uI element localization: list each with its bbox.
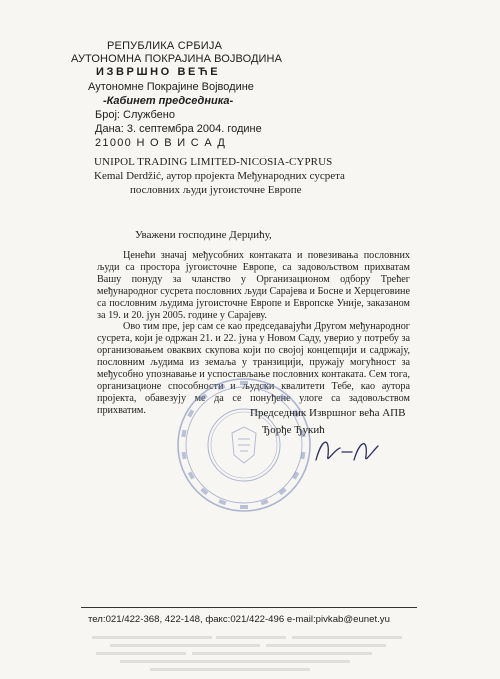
recipient-name: Kemal Derdžić, аутор пројекта Међународних сусрета bbox=[94, 170, 345, 182]
letterhead-province: АУТОНОМНА ПОКРАЈИНА ВОЈВОДИНА bbox=[71, 53, 283, 65]
letterhead-cabinet: -Кабинет председника- bbox=[103, 95, 234, 107]
recipient-project: пословних људи југоисточне Европе bbox=[130, 184, 302, 196]
paragraph: Ово тим пре, јер сам се као председавајући Другом међународног сусрета, који је одржан 21. и 22. јуна у Новом Саду, уверио у потребу за организовањем оваквих скупова који по својој концепцији и садржају, пословним људима из земаља у транзицији, пружају могућност за међусобно упознавање и успостављање пословних контаката. Сем тога, организационе способности и људски квалитети Тебе, као аутора пројекта, обавезују ме да се понуђене улоге са задовољством прихватим. bbox=[97, 321, 410, 416]
letterhead-date: Дана: 3. септембра 2004. године bbox=[95, 123, 262, 135]
salutation: Уважени господине Дерџићу, bbox=[135, 229, 272, 241]
handwritten-signature bbox=[312, 430, 382, 470]
letterhead-council: ИЗВРШНО ВЕЋЕ bbox=[96, 66, 221, 78]
letterhead-republic: РЕПУБЛИКА СРБИЈА bbox=[107, 40, 223, 52]
footer-divider bbox=[81, 607, 417, 608]
letterhead-province-name: Аутономне Покрајине Војводине bbox=[88, 81, 254, 93]
scan-bleed-through bbox=[0, 632, 500, 679]
recipient-company: UNIPOL TRADING LIMITED-NICOSIA-CYPRUS bbox=[94, 156, 333, 168]
signatory-name: Ђорђе Ђукић bbox=[262, 424, 325, 436]
signatory-title: Председник Извршног већа АПВ bbox=[250, 407, 406, 419]
paragraph: Ценећи значај међусобних контаката и повезивања пословних људи са простора југоисточне Европе, са задовољством прихватам Вашу понуду за чланство у Организационом одбору Трећег међународног сусрета пословних људи Сарајева и Босне и Херцеговине са пословним људима југоисточне Европе и Европске Уније, заказаном за 19. и 20. јун 2005. године у Сарајеву. bbox=[97, 250, 410, 321]
footer-contact: тел:021/422-368, 422-148, факс:021/422-496 e-mail:pivkab@eunet.yu bbox=[88, 614, 390, 625]
stamp-emblem bbox=[232, 427, 256, 463]
letterhead-city: 21000 Н О В И С А Д bbox=[95, 137, 227, 149]
recipient-block bbox=[94, 155, 345, 197]
letterhead-number: Број: Службено bbox=[95, 109, 175, 121]
official-stamp bbox=[174, 375, 314, 515]
